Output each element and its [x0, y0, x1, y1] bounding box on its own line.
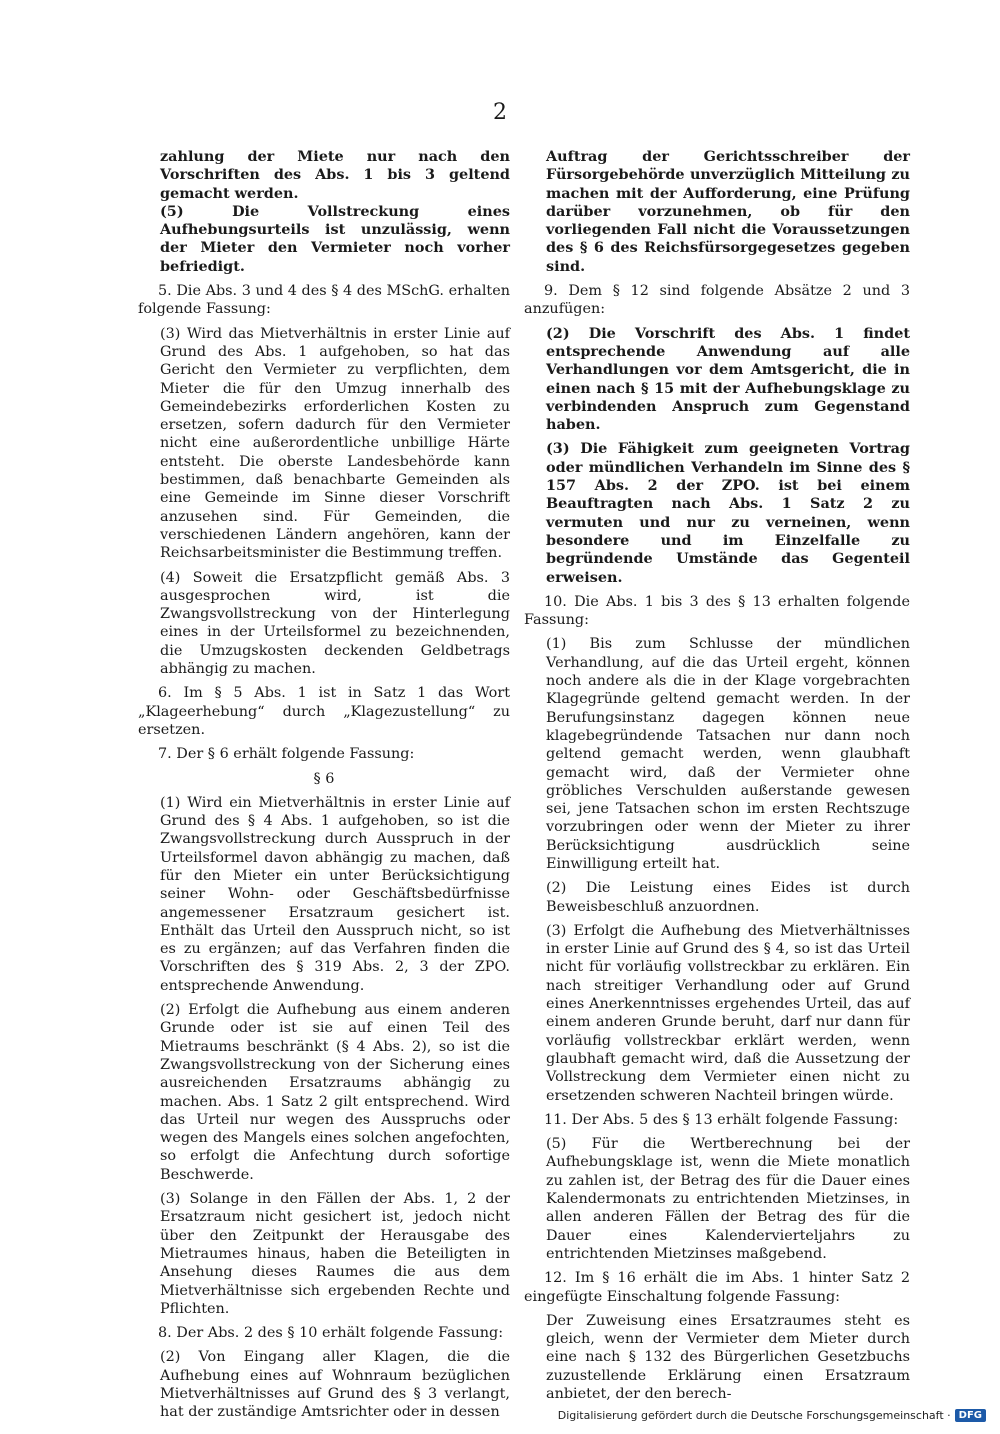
paragraph: (3) Solange in den Fällen der Abs. 1, 2 der Ersatzraum nicht gesichert ist, jedoch nicht über den Zeitpunkt der Herausgabe des Mietraumes hinaus, haben die Beteiligten in Ansehung dieses Raumes die aus dem Mietverhältnisse sich ergebenden Rechte und Pflichten. [160, 1191, 510, 1317]
page-number: 2 [493, 100, 507, 125]
paragraph: (3) Wird das Mietverhältnis in erster Linie auf Grund des Abs. 1 aufgehoben, so hat das Gericht den Vermieter zu verpflichten, dem Mieter die für den Umzug innerhalb des Gemeindebezirks erforderlichen Kosten zu ersetzen, sofern dadurch für den Vermieter nicht eine außerordentliche unbillige Härte entsteht. Die oberste Landesbehörde kann bestimmen, daß benachbarte Gemeinden als eine Gemeinde im Sinne dieser Vorschrift anzusehen sind. Für Gemeinden, die verschiedenen Ländern angehören, kann der Reichsarbeitsminister die Bestimmung treffen. [160, 325, 510, 562]
paragraph: (2) Die Vorschrift des Abs. 1 findet entsprechende Anwendung auf alle Verhandlungen vor dem Amtsgericht, die in einen nach § 15 mit der Aufhebungsklage zu verbindenden Anspruch zum Gegenstand haben. [546, 324, 910, 434]
paragraph: Der Zuweisung eines Ersatzraumes steht es gleich, wenn der Vermieter dem Mieter durch eine nach § 132 des Bürgerlichen Gesetzbuchs zuzustellende Erklärung einen Ersatzraum anbietet, der den berech- [546, 1312, 910, 1402]
paragraph: (5) Für die Wertberechnung bei der Aufhebungsklage ist, wenn die Miete monatlich zu zahlen ist, der Betrag des für die Dauer eines Kalendermonats zu entrichtenden Mietzinses, in allen anderen Fällen der Betrag des für die Dauer eines Kalendervierteljahrs zu entrichtenden Mietzinses maßgebend. [546, 1136, 910, 1262]
paragraph: (2) Erfolgt die Aufhebung aus einem anderen Grunde oder ist sie auf einen Teil des Mietraums beschränkt (§ 4 Abs. 2), so ist die Zwangsvollstreckung von der Sicherung eines ausreichenden Ersatzraums abhängig zu machen. Abs. 1 Satz 2 gilt entsprechend. Wird das Urteil nur wegen des Ausspruchs oder wegen des Mangels eines solchen angefochten, so erfolgt die Anfechtung durch sofortige Beschwerde. [160, 1002, 510, 1183]
right-column [524, 148, 910, 1403]
paragraph: 6. Im § 5 Abs. 1 ist in Satz 1 das Wort „Klageerhebung“ durch „Klagezustellung“ zu ersetzen. [138, 685, 510, 738]
paragraph: (2) Die Leistung eines Eides ist durch Beweisbeschluß anzuordnen. [546, 880, 910, 915]
paragraph: (1) Bis zum Schlusse der mündlichen Verhandlung, auf die das Urteil ergeht, können noch andere als die in der Klage vorgebrachten Klagegründe geltend gemacht werden. In der Berufungsinstanz dagegen können neue klagebegründende Tatsachen nur dann noch geltend gemacht werden, wenn glaubhaft gemacht wird, daß der Vermieter ohne gröbliches Verschulden außerstande gewesen sei, jene Tatsachen schon im ersten Rechtszuge vorzubringen oder wenn der Mieter zu ihrer Berücksichtigung ausdrücklich seine Einwilligung erteilt hat. [546, 636, 910, 872]
paragraph: 8. Der Abs. 2 des § 10 erhält folgende Fassung: [158, 1325, 504, 1342]
paragraph: 10. Die Abs. 1 bis 3 des § 13 erhalten folgende Fassung: [524, 593, 910, 629]
paragraph: 9. Dem § 12 sind folgende Absätze 2 und 3 anzufügen: [524, 283, 910, 318]
paragraph: 7. Der § 6 erhält folgende Fassung: [158, 746, 415, 763]
paragraph: 5. Die Abs. 3 und 4 des § 4 des MSchG. erhalten folgende Fassung: [138, 283, 510, 318]
paragraph: (3) Erfolgt die Aufhebung des Mietverhältnisses in erster Linie auf Grund des § 4, so ist das Urteil nicht für vorläufig vollstreckbar zu erklären. Ein nach streitiger Verhandlung oder auf Grund eines Anerkenntnisses ergehendes Urteil, das auf einem anderen Grunde beruht, darf nur dann für vorläufig vollstreckbar erklärt werden, wenn glaubhaft gemacht wird, daß die Aussetzung der Vollstreckung dem Vermieter einen nicht zu ersetzenden schweren Nachteil bringen würde. [546, 922, 910, 1104]
paragraph: Auftrag der Gerichtsschreiber der Fürsorgebehörde unverzüglich Mitteilung zu machen mit der Aufforderung, eine Prüfung darüber vorzunehmen, ob für den vorliegenden Fall nicht die Voraussetzungen des § 6 des Reichsfürsorgegesetzes gegeben sind. [546, 148, 910, 275]
paragraph: 11. Der Abs. 5 des § 13 erhält folgende Fassung: [544, 1111, 899, 1128]
paragraph: 12. Im § 16 erhält die im Abs. 1 hinter Satz 2 eingefügte Einschaltung folgende Fassung: [524, 1270, 910, 1305]
left-column [138, 148, 510, 1422]
paragraph: (2) Von Eingang aller Klagen, die die Aufhebung eines auf Wohnraum bezüglichen Mietverhältnisses auf Grund des § 3 verlangt, hat der zuständige Amtsrichter oder in dessen [160, 1349, 510, 1421]
paragraph: zahlung der Miete nur nach den Vorschriften des Abs. 1 bis 3 geltend gemacht werden. [160, 148, 510, 202]
paragraph: (3) Die Fähigkeit zum geeigneten Vortrag oder mündlichen Verhandeln im Sinne des § 157 Abs. 2 der ZPO. ist bei einem Beauftragten nach Abs. 1 Satz 2 zu vermuten und nur zu verneinen, wenn besondere und im Einzelfalle zu begründende Umstände das Gegenteil erweisen. [546, 440, 910, 586]
dfg-logo: DFG [955, 1409, 986, 1422]
paragraph: (5) Die Vollstreckung eines Aufhebungsurteils ist unzulässig, wenn der Mieter den Vermieter noch vorher befriedigt. [160, 202, 510, 275]
footer [558, 1409, 986, 1422]
section-heading: § 6 [313, 770, 335, 787]
footer-text: Digitalisierung gefördert durch die Deutsche Forschungsgemeinschaft · [557, 1409, 951, 1422]
paragraph: (1) Wird ein Mietverhältnis in erster Linie auf Grund des § 4 Abs. 1 aufgehoben, so ist die Zwangsvollstreckung durch Ausspruch in der Urteilsformel davon abhängig zu machen, daß für den Mieter ein unter Berücksichtigung seiner Wohn- oder Geschäftsbedürfnisse angemessener Ersatzraum gesichert ist. Enthält das Urteil den Ausspruch nicht, so ist es zu ergänzen; auf das Verfahren finden die Vorschriften des § 319 Abs. 2, 3 der ZPO. entsprechende Anwendung. [160, 794, 510, 994]
paragraph: (4) Soweit die Ersatzpflicht gemäß Abs. 3 ausgesprochen wird, ist die Zwangsvollstreckung von der Hinterlegung eines in der Urteilsformel zu bezeichnenden, die Umzugskosten deckenden Geldbetrags abhängig zu machen. [160, 569, 510, 678]
